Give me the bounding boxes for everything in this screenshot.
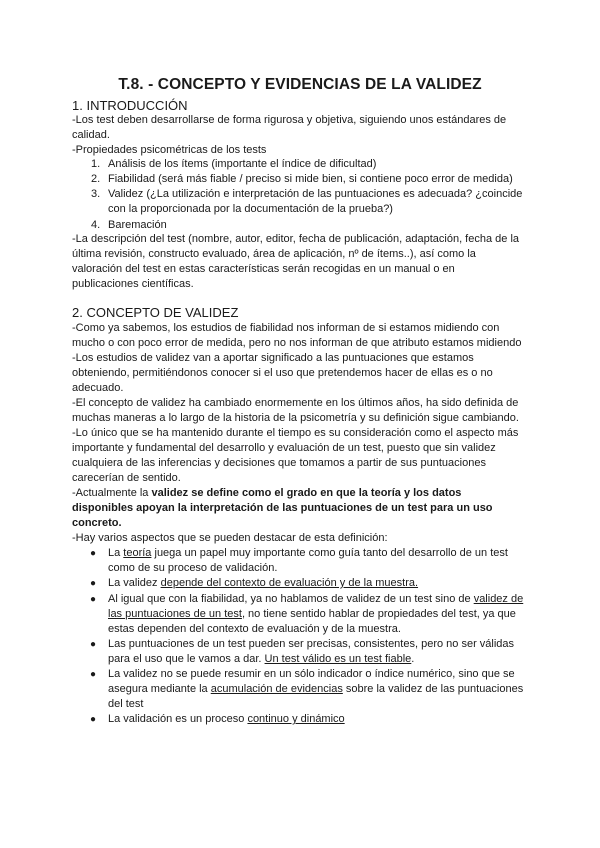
paragraph-line: -El concepto de validez ha cambiado enormemente en los últimos años, ha sido definida de <box>72 397 519 409</box>
paragraph-line: publicaciones científicas. <box>72 278 194 290</box>
bullet-item <box>108 712 345 727</box>
paragraph-line: carecerían de sentido. <box>72 472 181 484</box>
bullet-text: La validación es un proceso <box>108 713 248 725</box>
definition-prefix: -Actualmente la <box>72 487 152 499</box>
definition-bold: validez se define como el grado en que la teoría y los datos <box>151 487 462 499</box>
paragraph-line: -Los estudios de validez van a aportar significado a las puntuaciones que estamos <box>72 352 474 364</box>
bullet-text: La <box>108 547 124 559</box>
paragraph-line: -Hay varios aspectos que se pueden destacar de esta definición: <box>72 532 388 544</box>
paragraph-line: -La descripción del test (nombre, autor, editor, fecha de publicación, adaptación, fecha de la <box>72 233 520 245</box>
list-number: 2. <box>91 173 101 185</box>
underlined-text: Un test válido es un test fiable <box>264 653 412 665</box>
list-number: 1. <box>91 158 101 170</box>
page-title: T.8. - CONCEPTO Y EVIDENCIAS DE LA VALIDEZ <box>118 76 482 93</box>
paragraph-line: calidad. <box>72 129 110 141</box>
bullet-item: Las puntuaciones de un test pueden ser precisas, consistentes, pero no ser válidas <box>108 638 515 650</box>
bullet-item-continued <box>108 652 414 667</box>
paragraph-line: valoración del test en estas características serán recogidas en un manual o en <box>72 263 455 275</box>
paragraph-line: -Propiedades psicométricas de los tests <box>72 144 267 156</box>
paragraph-line: -Como ya sabemos, los estudios de fiabilidad nos informan de si estamos midiendo con <box>72 322 500 334</box>
paragraph-line: -Lo único que se ha mantenido durante el tiempo es su consideración como el aspecto más <box>72 427 519 439</box>
underlined-text: teoría <box>123 547 152 559</box>
list-item: Baremación <box>108 219 167 231</box>
bullet-item: La validez no se puede resumir en un sólo indicador o índice numérico, sino que se <box>108 668 515 680</box>
underlined-text: acumulación de evidencias <box>210 683 343 695</box>
bullet-icon: ● <box>90 578 97 589</box>
bullet-icon: ● <box>90 714 97 725</box>
bullet-text: para el uso que le vamos a dar. <box>108 653 265 665</box>
paragraph-line: -Los test deben desarrollarse de forma rigurosa y objetiva, siguiendo unos estándares de <box>72 114 507 126</box>
bullet-text: . <box>411 653 415 665</box>
bullet-item <box>108 576 418 591</box>
bullet-text: sobre la validez de las puntuaciones <box>342 683 524 695</box>
section-heading-concepto: 2. CONCEPTO DE VALIDEZ <box>72 305 239 320</box>
bullet-text: La validez <box>108 577 161 589</box>
bullet-item-continued <box>108 607 516 622</box>
bullet-item-continued: del test <box>108 698 144 710</box>
underlined-text: las puntuaciones de un test <box>108 608 242 620</box>
paragraph-line: cualquiera de las inferencias y decisiones que tomamos a partir de sus puntuaciones <box>72 457 486 469</box>
paragraph-line: adecuado. <box>72 382 124 394</box>
list-number: 4. <box>91 219 101 231</box>
list-number: 3. <box>91 188 101 200</box>
bullet-text: , no tiene sentido hablar de propiedades del test, ya que <box>241 608 516 620</box>
underlined-text: validez de <box>473 593 524 605</box>
definition-line <box>72 486 461 501</box>
bullet-item-continued <box>108 682 523 697</box>
paragraph-line: mucho o con poco error de medida, pero no nos informan de que atributo estamos midiendo <box>72 337 522 349</box>
definition-bold: disponibles apoyan la interpretación de las puntuaciones de un test para un uso <box>72 502 493 514</box>
bullet-item <box>108 592 523 607</box>
bullet-item-continued: como de su proceso de validación. <box>108 562 278 574</box>
paragraph-line: obteniendo, permitiéndonos conocer si el uso que pretendemos hacer de ellas es o no <box>72 367 493 379</box>
bullet-text: juega un papel muy importante como guía tanto del desarrollo de un test <box>151 547 508 559</box>
bullet-icon: ● <box>90 639 97 650</box>
paragraph-line: muchas maneras a lo largo de la historia de la psicometría y su definición sigue cambiando. <box>72 412 519 424</box>
underlined-text: continuo y dinámico <box>247 713 345 725</box>
bullet-icon: ● <box>90 548 97 559</box>
list-item: con la proporcionada por la documentación de la prueba?) <box>108 203 393 215</box>
bullet-icon: ● <box>90 669 97 680</box>
section-heading-introduccion: 1. INTRODUCCIÓN <box>72 98 188 113</box>
bullet-item <box>108 546 508 561</box>
list-item: Análisis de los ítems (importante el índice de dificultad) <box>108 158 377 170</box>
bullet-icon: ● <box>90 594 97 605</box>
definition-bold: concreto. <box>72 517 122 529</box>
paragraph-line: última revisión, constructo evaluado, área de aplicación, nº de ítems..), así como la <box>72 248 476 260</box>
list-item: Fiabilidad (será más fiable / preciso si mide bien, si contiene poco error de medida) <box>108 173 513 185</box>
underlined-text: depende del contexto de evaluación y de la muestra. <box>160 577 419 589</box>
paragraph-line: importante y fundamental del desarrollo y evaluación de un test, puesto que sin validez <box>72 442 496 454</box>
bullet-text: Al igual que con la fiabilidad, ya no hablamos de validez de un test sino de <box>108 593 474 605</box>
bullet-item-continued: estas dependen del contexto de evaluación y de la muestra. <box>108 623 401 635</box>
list-item: Validez (¿La utilización e interpretación de las puntuaciones es adecuada? ¿coincide <box>108 188 523 200</box>
bullet-text: asegura mediante la <box>108 683 211 695</box>
